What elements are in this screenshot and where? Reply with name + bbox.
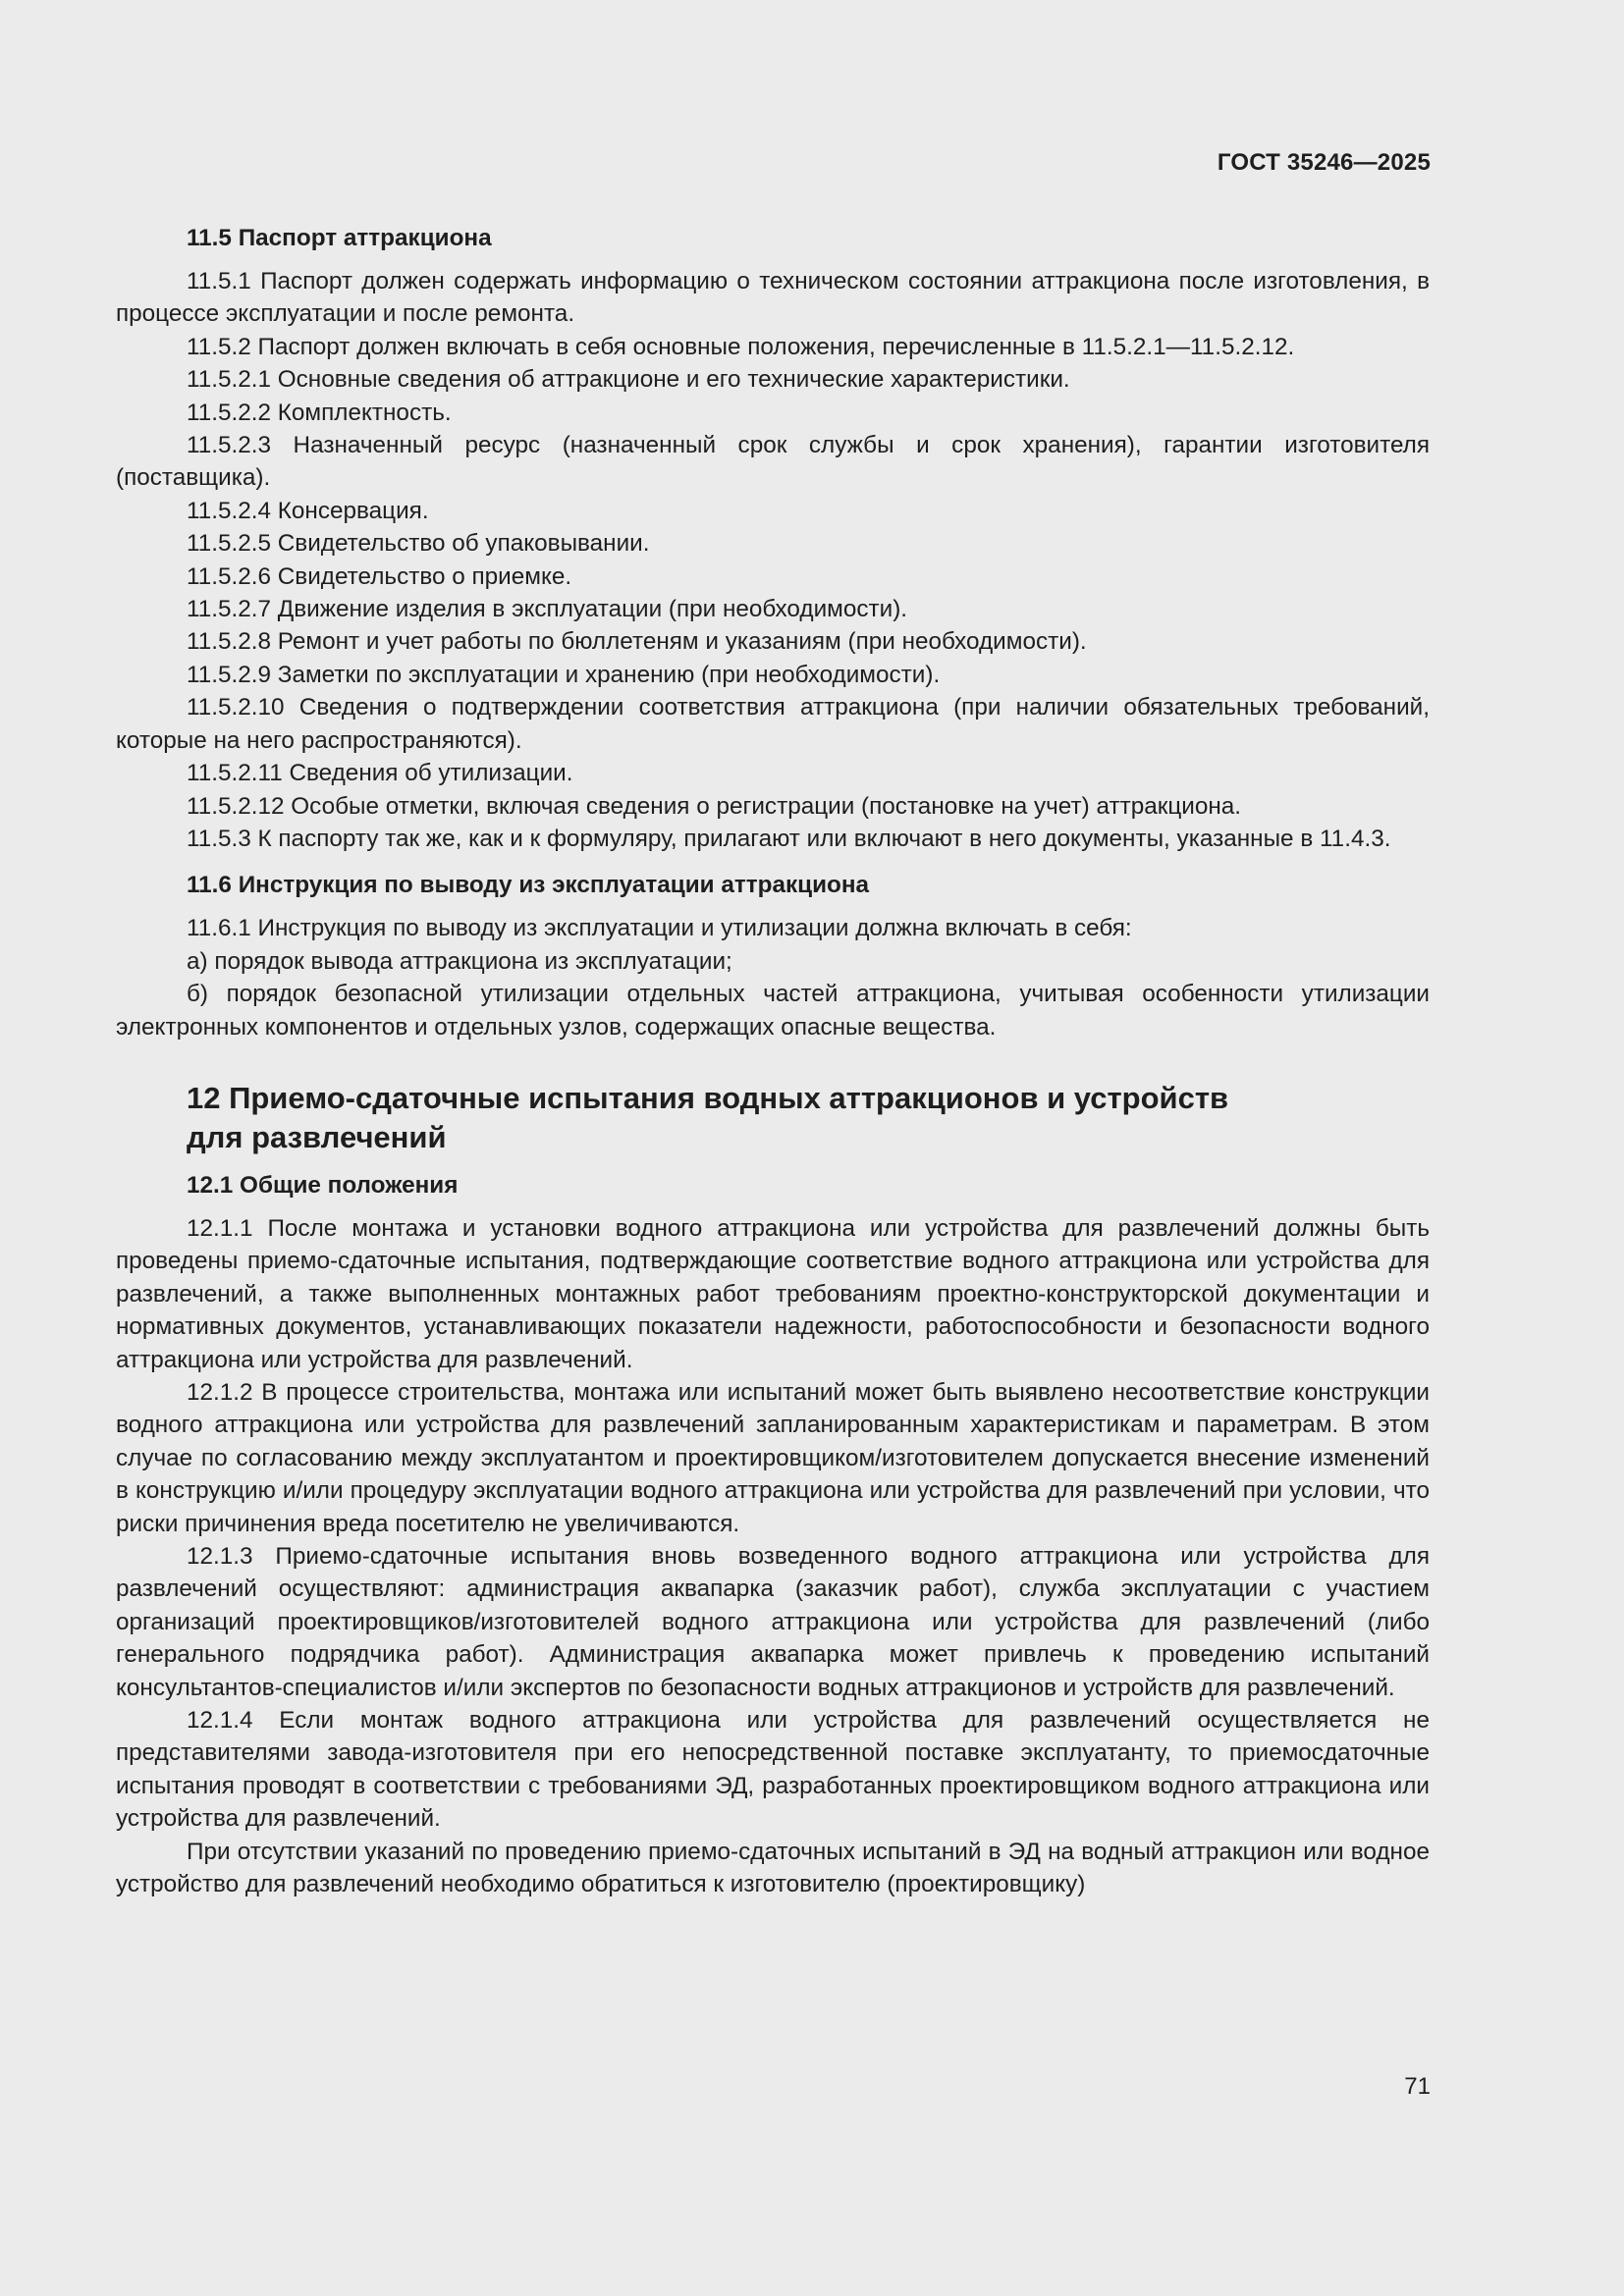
paragraph-11-5-2-7: 11.5.2.7 Движение изделия в эксплуатации (при необходимости).	[187, 596, 908, 623]
paragraph-11-5-2-9: 11.5.2.9 Заметки по эксплуатации и хранению (при необходимости).	[187, 661, 941, 688]
section-heading-11-6: 11.6 Инструкция по выводу из эксплуатации аттракциона	[187, 872, 870, 899]
paragraph-11-5-2-1: 11.5.2.1 Основные сведения об аттракционе и его технические характеристики.	[187, 366, 1070, 394]
paragraph-11-5-3: 11.5.3 К паспорту так же, как и к формуляру, прилагают или включают в него документы, указанные в 11.4.3.	[187, 825, 1391, 852]
paragraph-12-1-2: 12.1.2 В процессе строительства, монтажа или испытаний может быть выявлено несоответствие конструкции водного аттракциона или устройства для развлечений запланированным характеристикам и параметрам. В этом случае по согласованию между эксплуатантом и проектировщиком/изготовителем допускается внесение изменений в конструкцию и/или процедуру эксплуатации водного аттракциона или устройства для развлечений при условии, что риски причинения вреда посетителю не увеличиваются.	[116, 1378, 1430, 1537]
section-heading-12: 12 Приемо-сдаточные испытания водных аттракционов и устройств для развлечений	[187, 1080, 1229, 1154]
list-item-b: б) порядок безопасной утилизации отдельных частей аттракциона, учитывая особенности утилизации электронных компонентов и отдельных узлов, содержащих опасные вещества.	[116, 981, 1430, 1041]
paragraph-11-5-2-12: 11.5.2.12 Особые отметки, включая сведения о регистрации (постановке на учет) аттракциона.	[187, 792, 1242, 820]
paragraph-12-1-3: 12.1.3 Приемо-сдаточные испытания вновь возведенного водного аттракциона или устройства для развлечений осуществляют: администрация аквапарка (заказчик работ), служба эксплуатации с участием организаций проектировщиков/изготовителей водного аттракциона или устройства для развлечений (либо генерального подрядчика работ). Администрация аквапарка может привлечь к проведению испытаний консультантов-специалистов и/или экспертов по безопасности водных аттракционов и устройств для развлечений.	[116, 1543, 1430, 1701]
section-heading-11-5: 11.5 Паспорт аттракциона	[187, 225, 492, 251]
paragraph-12-1-4: 12.1.4 Если монтаж водного аттракциона или устройства для развлечений осуществляется не представителями завода-изготовителя при его непосредственной поставке эксплуатанту, то приемосдаточные испытания проводят в соответствии с требованиями ЭД, разработанных проектировщиком водного аттракциона или устройства для развлечений.	[116, 1707, 1430, 1833]
section-heading-12-1: 12.1 Общие положения	[187, 1171, 459, 1199]
paragraph-11-5-2-11: 11.5.2.11 Сведения об утилизации.	[187, 760, 573, 787]
page-content	[116, 220, 1430, 1900]
paragraph-11-5-2-5: 11.5.2.5 Свидетельство об упаковывании.	[187, 530, 650, 558]
paragraph-12-1-1: 12.1.1 После монтажа и установки водного аттракциона или устройства для развлечений должны быть проведены приемо-сдаточные испытания, подтверждающие соответствие водного аттракциона или устройства для развлечений, а также выполненных монтажных работ требованиям проектно-конструкторской документации и нормативных документов, устанавливающих показатели надежности, работоспособности и безопасности водного аттракциона или устройства для развлечений.	[116, 1214, 1430, 1373]
paragraph-12-1-4-continuation: При отсутствии указаний по проведению приемо-сдаточных испытаний в ЭД на водный аттракцион или водное устройство для развлечений необходимо обратиться к изготовителю (проектировщику)	[116, 1838, 1430, 1898]
paragraph-11-5-2-3: 11.5.2.3 Назначенный ресурс (назначенный срок службы и срок хранения), гарантии изготовителя (поставщика).	[116, 432, 1430, 492]
paragraph-11-5-2-4: 11.5.2.4 Консервация.	[187, 497, 429, 524]
paragraph-11-5-1: 11.5.1 Паспорт должен содержать информацию о техническом состоянии аттракциона после изготовления, в процессе эксплуатации и после ремонта.	[116, 268, 1430, 328]
page-number: 71	[1404, 2073, 1431, 2100]
paragraph-11-5-2-8: 11.5.2.8 Ремонт и учет работы по бюллетеням и указаниям (при необходимости).	[187, 628, 1087, 656]
paragraph-11-5-2-10: 11.5.2.10 Сведения о подтверждении соответствия аттракциона (при наличии обязательных требований, которые на него распространяются).	[116, 694, 1430, 754]
paragraph-11-5-2-6: 11.5.2.6 Свидетельство о приемке.	[187, 562, 572, 590]
standard-code: ГОСТ 35246—2025	[1217, 149, 1431, 176]
paragraph-11-5-2: 11.5.2 Паспорт должен включать в себя основные положения, перечисленные в 11.5.2.1—11.5.2.12.	[187, 333, 1295, 360]
paragraph-11-5-2-2: 11.5.2.2 Комплектность.	[187, 399, 452, 426]
list-item-a: а) порядок вывода аттракциона из эксплуатации;	[187, 947, 732, 975]
paragraph-11-6-1: 11.6.1 Инструкция по выводу из эксплуатации и утилизации должна включать в себя:	[187, 915, 1132, 942]
